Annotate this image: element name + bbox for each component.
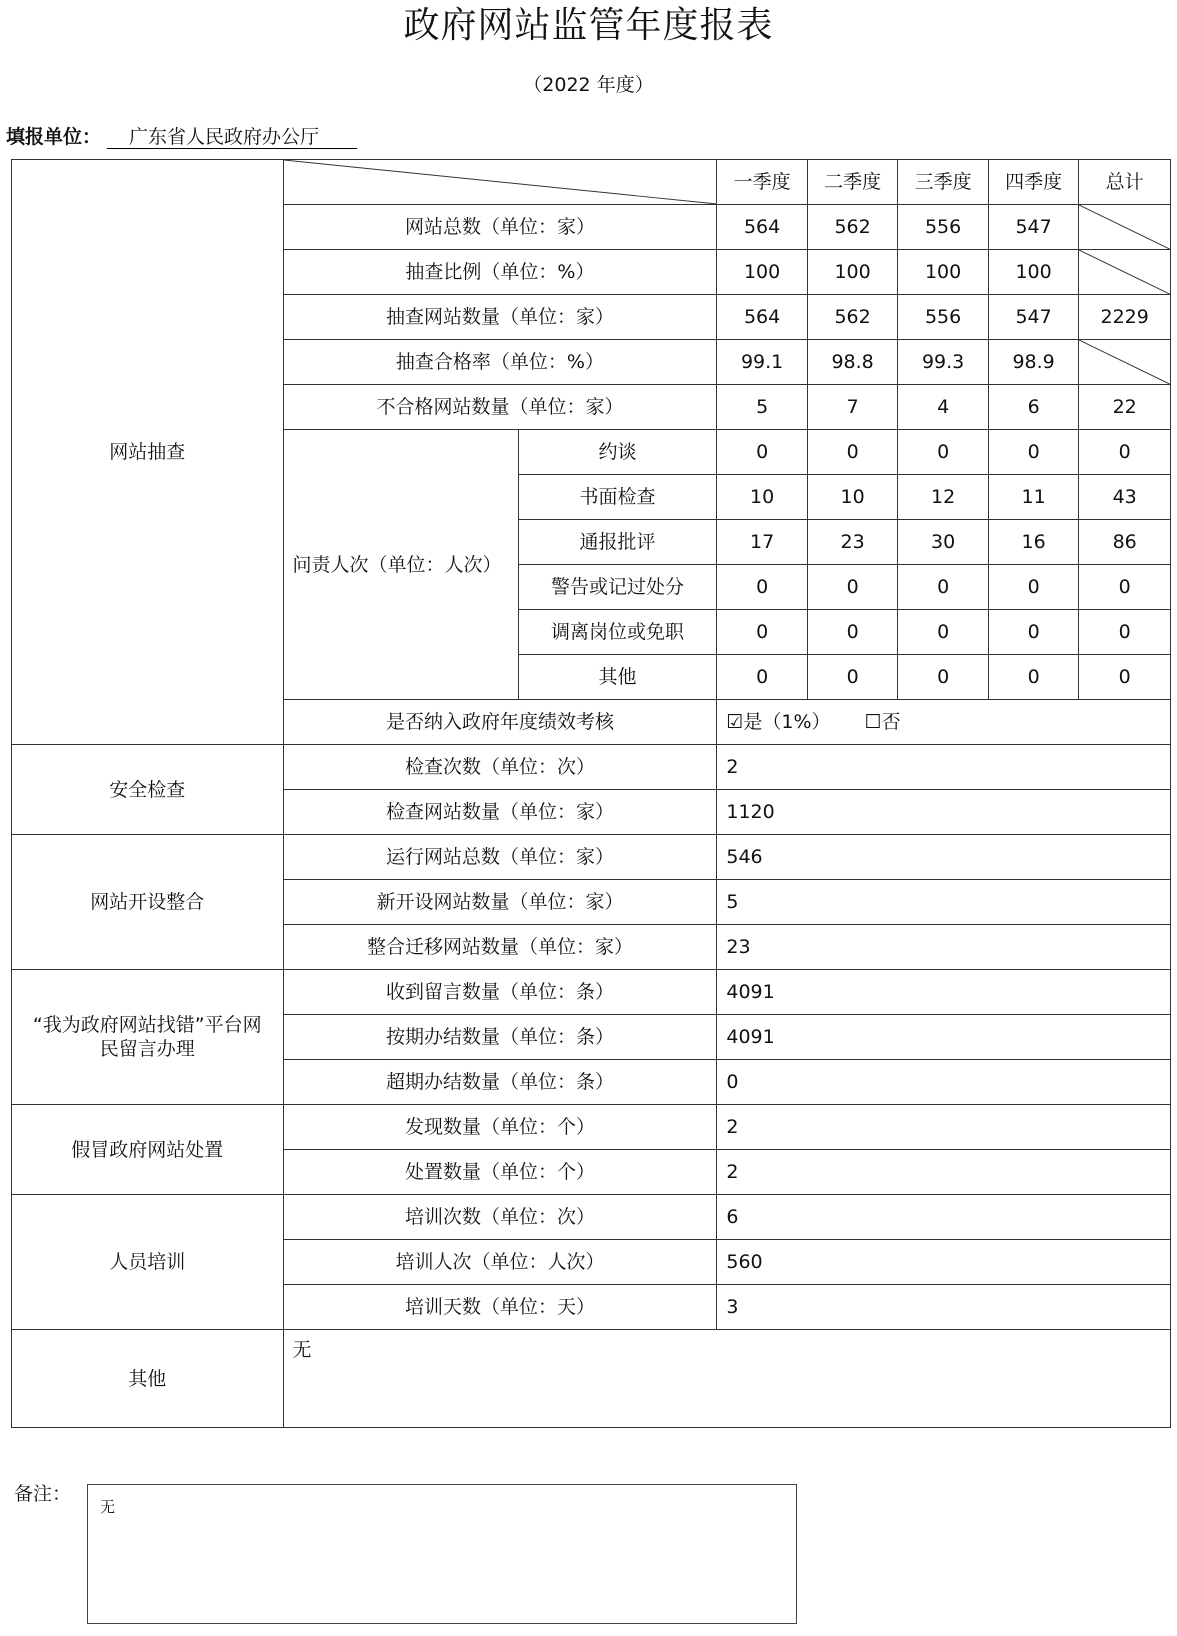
reporting-unit-value: 广东省人民政府办公厅 bbox=[107, 126, 357, 149]
section-messages: “我为政府网站找错”平台网民留言办理 bbox=[12, 970, 284, 1105]
cell-value: 98.8 bbox=[807, 340, 898, 385]
cell-value: 0 bbox=[1079, 430, 1171, 475]
cell-value: 3 bbox=[717, 1285, 1171, 1330]
cell-value: 12 bbox=[898, 475, 989, 520]
remark-box bbox=[87, 1484, 797, 1624]
row-label: 按期办结数量（单位：条） bbox=[283, 1015, 717, 1060]
row-label: 书面检查 bbox=[518, 475, 717, 520]
cell-value: 43 bbox=[1079, 475, 1171, 520]
cell-value: 30 bbox=[898, 520, 989, 565]
row-label: 网站总数（单位：家） bbox=[283, 205, 717, 250]
cell-value: 0 bbox=[898, 610, 989, 655]
cell-value: 4 bbox=[898, 385, 989, 430]
header-q4: 四季度 bbox=[988, 160, 1079, 205]
cell-value: 100 bbox=[988, 250, 1079, 295]
cell-value: 0 bbox=[717, 610, 808, 655]
row-label: 新开设网站数量（单位：家） bbox=[283, 880, 717, 925]
assessment-label: 是否纳入政府年度绩效考核 bbox=[283, 700, 717, 745]
cell-value: 86 bbox=[1079, 520, 1171, 565]
cell-value: 6 bbox=[988, 385, 1079, 430]
cell-value: 4091 bbox=[717, 970, 1171, 1015]
row-label: 处置数量（单位：个） bbox=[283, 1150, 717, 1195]
cell-value: 556 bbox=[898, 205, 989, 250]
row-label: 培训人次（单位：人次） bbox=[283, 1240, 717, 1285]
cell-value: 546 bbox=[717, 835, 1171, 880]
section-setup: 网站开设整合 bbox=[12, 835, 284, 970]
row-label: 其他 bbox=[518, 655, 717, 700]
row-label: 抽查比例（单位：%） bbox=[283, 250, 717, 295]
cell-value: 5 bbox=[717, 385, 808, 430]
reporting-unit-label: 填报单位： bbox=[6, 126, 102, 148]
row-label: 整合迁移网站数量（单位：家） bbox=[283, 925, 717, 970]
cell-value: 5 bbox=[717, 880, 1171, 925]
table-row bbox=[12, 835, 1171, 880]
cell-value: 0 bbox=[1079, 610, 1171, 655]
cell-value: 2 bbox=[717, 1105, 1171, 1150]
cell-value: 0 bbox=[807, 610, 898, 655]
cell-value: 16 bbox=[988, 520, 1079, 565]
cell-value: 98.9 bbox=[988, 340, 1079, 385]
cell-value: 564 bbox=[717, 295, 808, 340]
cell-value: 556 bbox=[898, 295, 989, 340]
cell-value: 562 bbox=[807, 205, 898, 250]
header-row bbox=[12, 160, 1171, 205]
header-q3: 三季度 bbox=[898, 160, 989, 205]
report-year: （2022 年度） bbox=[523, 74, 654, 96]
assessment-yes-checkbox[interactable]: ☑是（1%） bbox=[726, 711, 831, 733]
cell-value: 0 bbox=[898, 430, 989, 475]
cell-value: 11 bbox=[988, 475, 1079, 520]
diagonal-header-cell bbox=[283, 160, 717, 205]
cell-value: 564 bbox=[717, 205, 808, 250]
row-label: 检查网站数量（单位：家） bbox=[283, 790, 717, 835]
cell-value: 0 bbox=[717, 655, 808, 700]
table-row bbox=[12, 970, 1171, 1015]
section-other: 其他 bbox=[12, 1330, 284, 1428]
cell-value: 0 bbox=[717, 565, 808, 610]
header-q1: 一季度 bbox=[717, 160, 808, 205]
row-label: 培训天数（单位：天） bbox=[283, 1285, 717, 1330]
remark-value: 无 bbox=[100, 1498, 116, 1516]
section-fake: 假冒政府网站处置 bbox=[12, 1105, 284, 1195]
assessment-no-checkbox[interactable]: ☐否 bbox=[864, 711, 901, 733]
row-label: 调离岗位或免职 bbox=[518, 610, 717, 655]
report-table bbox=[11, 159, 1171, 1428]
cell-value: 10 bbox=[807, 475, 898, 520]
cell-value: 0 bbox=[717, 1060, 1171, 1105]
other-value: 无 bbox=[283, 1330, 1170, 1428]
cell-value: 23 bbox=[717, 925, 1171, 970]
page-title: 政府网站监管年度报表 bbox=[403, 5, 774, 46]
row-label: 不合格网站数量（单位：家） bbox=[283, 385, 717, 430]
header-q2: 二季度 bbox=[807, 160, 898, 205]
row-label: 抽查合格率（单位：%） bbox=[283, 340, 717, 385]
cell-value: 17 bbox=[717, 520, 808, 565]
cell-value: 0 bbox=[807, 430, 898, 475]
cell-value: 0 bbox=[988, 655, 1079, 700]
cell-value: 0 bbox=[988, 565, 1079, 610]
table-row bbox=[12, 1105, 1171, 1150]
cell-value: 100 bbox=[807, 250, 898, 295]
diagonal-empty-cell bbox=[1079, 205, 1171, 250]
cell-value: 4091 bbox=[717, 1015, 1171, 1060]
row-label: 检查次数（单位：次） bbox=[283, 745, 717, 790]
cell-value: 0 bbox=[807, 655, 898, 700]
cell-value: 99.3 bbox=[898, 340, 989, 385]
cell-value: 0 bbox=[988, 610, 1079, 655]
cell-value: 0 bbox=[988, 430, 1079, 475]
cell-value: 1120 bbox=[717, 790, 1171, 835]
reporting-unit bbox=[6, 124, 357, 150]
cell-value: 10 bbox=[717, 475, 808, 520]
section-security: 安全检查 bbox=[12, 745, 284, 835]
table-row bbox=[12, 1330, 1171, 1428]
diagonal-empty-cell bbox=[1079, 340, 1171, 385]
cell-value: 0 bbox=[807, 565, 898, 610]
accountability-label: 问责人次（单位：人次） bbox=[283, 430, 518, 700]
row-label: 通报批评 bbox=[518, 520, 717, 565]
cell-value: 100 bbox=[898, 250, 989, 295]
row-label: 运行网站总数（单位：家） bbox=[283, 835, 717, 880]
row-label: 抽查网站数量（单位：家） bbox=[283, 295, 717, 340]
cell-value: 7 bbox=[807, 385, 898, 430]
cell-value: 100 bbox=[717, 250, 808, 295]
section-training: 人员培训 bbox=[12, 1195, 284, 1330]
cell-value: 0 bbox=[898, 655, 989, 700]
table-row bbox=[12, 1195, 1171, 1240]
row-label: 发现数量（单位：个） bbox=[283, 1105, 717, 1150]
cell-value: 547 bbox=[988, 295, 1079, 340]
row-label: 培训次数（单位：次） bbox=[283, 1195, 717, 1240]
cell-value: 0 bbox=[717, 430, 808, 475]
row-label: 警告或记过处分 bbox=[518, 565, 717, 610]
row-label: 超期办结数量（单位：条） bbox=[283, 1060, 717, 1105]
cell-value: 547 bbox=[988, 205, 1079, 250]
cell-value: 562 bbox=[807, 295, 898, 340]
header-total: 总计 bbox=[1079, 160, 1171, 205]
section-spot-check: 网站抽查 bbox=[12, 160, 284, 745]
assessment-options bbox=[717, 700, 1171, 745]
cell-value: 22 bbox=[1079, 385, 1171, 430]
cell-value: 2 bbox=[717, 745, 1171, 790]
cell-value: 23 bbox=[807, 520, 898, 565]
row-label: 约谈 bbox=[518, 430, 717, 475]
row-label: 收到留言数量（单位：条） bbox=[283, 970, 717, 1015]
diagonal-empty-cell bbox=[1079, 250, 1171, 295]
cell-value: 0 bbox=[1079, 565, 1171, 610]
cell-value: 2 bbox=[717, 1150, 1171, 1195]
cell-value: 99.1 bbox=[717, 340, 808, 385]
cell-value: 6 bbox=[717, 1195, 1171, 1240]
cell-value: 0 bbox=[1079, 655, 1171, 700]
cell-value: 2229 bbox=[1079, 295, 1171, 340]
remark-label: 备注： bbox=[14, 1483, 72, 1505]
table-row bbox=[12, 745, 1171, 790]
cell-value: 0 bbox=[898, 565, 989, 610]
cell-value: 560 bbox=[717, 1240, 1171, 1285]
